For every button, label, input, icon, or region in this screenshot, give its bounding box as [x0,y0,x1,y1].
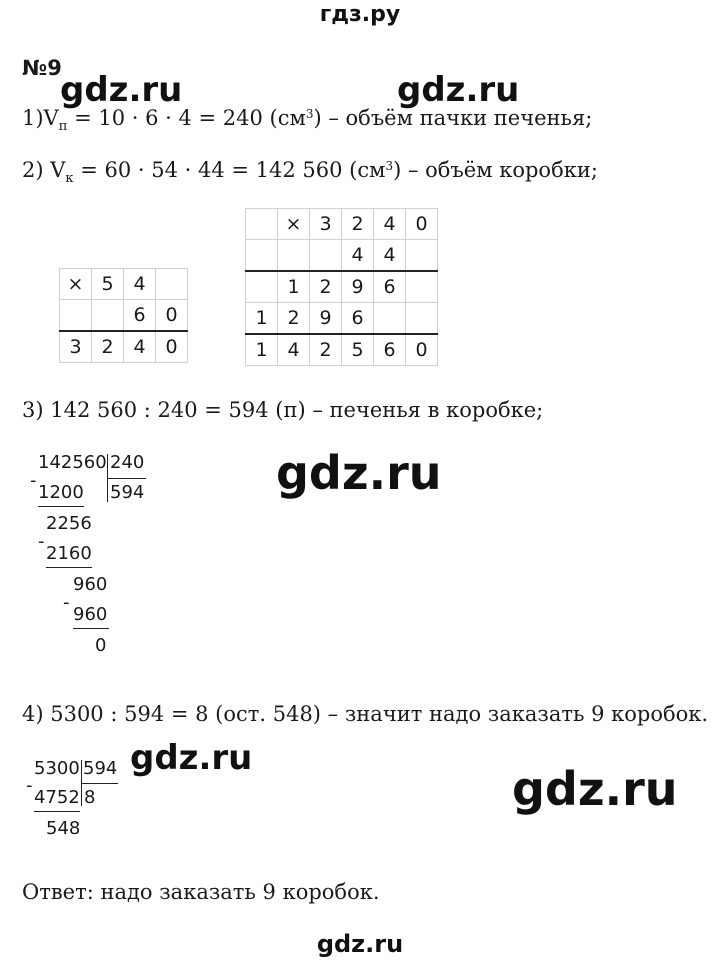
grid-cell: 9 [310,303,342,335]
watermark: gdz.ru [512,762,678,816]
step-4: 4) 5300 : 594 = 8 (ост. 548) – значит надо заказать 9 коробок. [22,702,709,726]
divisor: 594 [83,758,118,779]
task-number: №9 [22,56,62,80]
divisor: 240 [110,452,145,473]
grid-cell: 1 [246,334,278,366]
grid-cell: 4 [374,240,406,272]
grid-cell: 3 [60,331,92,363]
grid-cell: 0 [406,334,438,366]
minus-sign: - [63,592,70,613]
minus-sign: - [30,470,37,491]
grid-cell: 2 [342,209,374,240]
watermark: gdz.ru [60,70,183,110]
minus-sign: - [26,775,33,796]
step-1: $1)V_п = 10 \cdot 6 \cdot 4 = 240$ $(см^3)$ – объём пачки печенья; [22,106,593,134]
dividend: 5300 [34,758,80,779]
grid-cell: 4 [278,334,310,366]
grid-cell: 0 [406,209,438,240]
grid-cell: 6 [374,334,406,366]
grid-cell: × [278,209,310,240]
grid-cell [406,271,438,303]
multiplication-3240x44 [245,208,438,366]
grid-cell: 6 [342,303,374,335]
grid-cell: 2 [278,303,310,335]
grid-cell: 9 [342,271,374,303]
grid-cell: 4 [342,240,374,272]
step-2: 2) $V_к = 60 \cdot 54 \cdot 44 = 142$ 560 $(см^3)$ – объём коробки; [22,158,598,186]
grid-cell: × [60,269,92,300]
watermark: gdz.ru [276,446,442,500]
remainder: 548 [46,818,81,839]
grid-cell: 5 [92,269,124,300]
grid-cell: 1 [278,271,310,303]
quotient: 8 [84,787,96,808]
watermark: gdz.ru [397,70,520,110]
grid-cell [406,240,438,272]
grid-cell: 3 [310,209,342,240]
minus-sign: - [38,531,45,552]
step-3: 3) 142 560 : 240 = 594 (п) – печенья в коробке; [22,398,544,422]
grid-cell [156,269,188,300]
multiplication-54x60 [59,268,188,363]
grid-cell: 4 [124,269,156,300]
grid-cell: 6 [124,300,156,332]
grid-cell [310,240,342,272]
watermark: gdz.ru [130,738,253,778]
grid-cell: 2 [310,271,342,303]
watermark: gdz.ru [316,930,404,958]
grid-cell [278,240,310,272]
grid-cell: 4 [374,209,406,240]
quotient: 594 [110,482,145,503]
grid-cell [406,303,438,335]
grid-cell [374,303,406,335]
grid-cell: 2 [310,334,342,366]
grid-cell [60,300,92,332]
grid-cell: 2 [92,331,124,363]
answer: Ответ: надо заказать 9 коробок. [22,880,380,904]
grid-cell: 1 [246,303,278,335]
grid-cell: 5 [342,334,374,366]
grid-cell: 0 [156,331,188,363]
grid-cell: 0 [156,300,188,332]
dividend: 142560 [38,452,107,473]
grid-cell [92,300,124,332]
site-title: гдз.ру [319,2,401,27]
grid-cell: 6 [374,271,406,303]
grid-cell [246,271,278,303]
grid-cell: 4 [124,331,156,363]
grid-cell [246,240,278,272]
grid-cell [246,209,278,240]
